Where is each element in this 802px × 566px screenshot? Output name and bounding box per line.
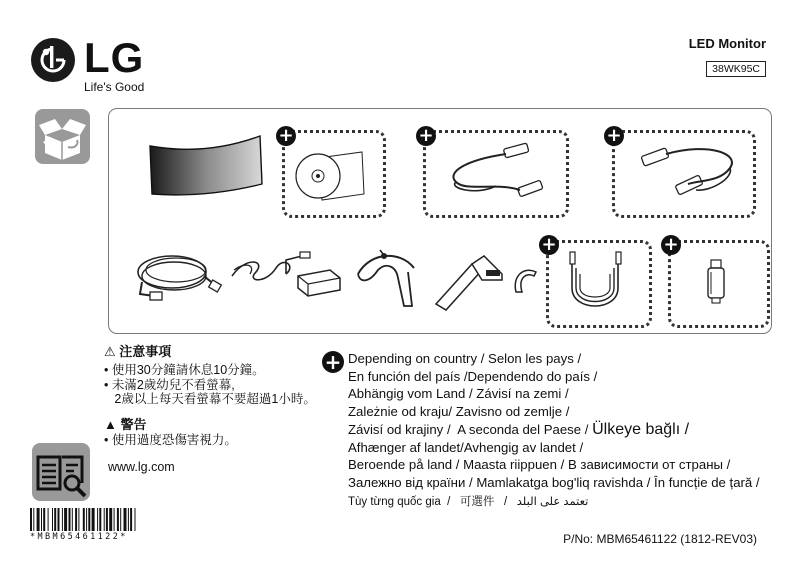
barcode-bar [41, 508, 42, 531]
cable-holder-illustration [510, 262, 542, 303]
country-availability-note [348, 350, 793, 511]
barcode-bar [83, 508, 85, 531]
optional-plus-icon: + [322, 351, 344, 373]
barcode-bar [130, 508, 132, 531]
country-note-line [348, 421, 793, 439]
barcode-bar [92, 508, 95, 531]
ac-adapter-illustration [226, 246, 346, 317]
part-number: P/No: MBM65461122 (1812-REV03) [563, 532, 757, 546]
barcode-bar [69, 508, 71, 531]
country-note-line: Zależnie od kraju/ Zavisno od zemlje / [348, 404, 570, 420]
country-note-emphasis: Ülkeye bağlı / [592, 420, 690, 438]
hdmi-cable-illustration [436, 142, 554, 209]
barcode-bar [75, 508, 77, 531]
barcode-bar [43, 508, 45, 531]
country-note-line: Abhängig vom Land / Závisí na zemi / [348, 386, 569, 402]
barcode-bar [128, 508, 129, 531]
country-note-line: Залежно від країни / Mamlakatga bog'liq ravishda / În funcție de țară / [348, 474, 760, 490]
barcode-bar [120, 508, 121, 531]
barcode-bar [62, 508, 63, 531]
barcode-bar [114, 508, 115, 531]
country-note-text: Závisí od krajiny / A seconda del Paese / [348, 421, 593, 437]
barcode-bar [48, 508, 49, 531]
optional-plus-icon: + [661, 235, 681, 255]
barcode [30, 508, 166, 531]
barcode-bar [30, 508, 32, 531]
power-cord-illustration [132, 246, 222, 317]
cd-manual-illustration [292, 142, 372, 209]
barcode-text: *MBM65461122* [30, 532, 128, 542]
website-link[interactable]: www.lg.com [108, 460, 175, 474]
product-title: LED Monitor [688, 36, 766, 51]
barcode-bar [54, 508, 56, 531]
barcode-bar [104, 508, 105, 531]
country-note-line: Tùy từng quốc gia / 可選件 / تعتمد على البلد [348, 495, 589, 508]
barcode-bar [64, 508, 67, 531]
barcode-bar [97, 508, 98, 531]
country-note-line: Beroende på land / Maasta riippuen / В зависимости от страны / [348, 457, 731, 473]
barcode-bar [52, 508, 53, 531]
barcode-bar [117, 508, 119, 531]
brand-name: LG [84, 34, 145, 81]
barcode-bar [72, 508, 73, 531]
caution-item: • 使用30分鐘請休息10分鐘。 [104, 363, 265, 377]
warning-item: • 使用過度恐傷害視力。 [104, 433, 237, 447]
country-note-line: Depending on country / Selon les pays / [348, 351, 582, 366]
barcode-bar [88, 508, 90, 531]
caution-heading: ⚠ 注意事項 [104, 344, 172, 359]
barcode-bar [58, 508, 60, 531]
stand-base-illustration [430, 248, 510, 319]
country-note-line: En función del país /Dependendo do país / [348, 368, 598, 384]
barcode-bar [135, 508, 136, 531]
barcode-bar [106, 508, 108, 531]
open-box-icon [35, 109, 90, 164]
brand-tagline: Life's Good [84, 80, 145, 94]
optional-plus-icon: + [604, 126, 624, 146]
optional-plus-icon: + [539, 235, 559, 255]
usbc-adapter-illustration [702, 258, 730, 311]
barcode-bar [109, 508, 112, 531]
warning-heading: ▲ 警告 [104, 417, 147, 432]
barcode-bar [33, 508, 34, 531]
optional-plus-icon: + [276, 126, 296, 146]
barcode-bar [86, 508, 87, 531]
caution-item: 2歲以上每天看螢幕不要超過1小時。 [104, 392, 316, 406]
barcode-bar [99, 508, 101, 531]
lg-logo-mark [31, 38, 75, 82]
caution-item: • 未滿2歲幼兒不看螢幕, [104, 378, 235, 392]
barcode-bar [37, 508, 40, 531]
usbc-cable-illustration [556, 248, 636, 321]
curved-monitor-illustration [146, 132, 266, 209]
manual-search-icon [32, 443, 90, 501]
country-note-line: Afhænger af landet/Avhengig av landet / [348, 439, 584, 455]
displayport-cable-illustration [630, 142, 742, 209]
model-number: 38WK95C [706, 61, 766, 77]
optional-plus-icon: + [416, 126, 436, 146]
barcode-bar [124, 508, 127, 531]
barcode-bar [78, 508, 79, 531]
stand-arm-illustration [350, 244, 424, 321]
